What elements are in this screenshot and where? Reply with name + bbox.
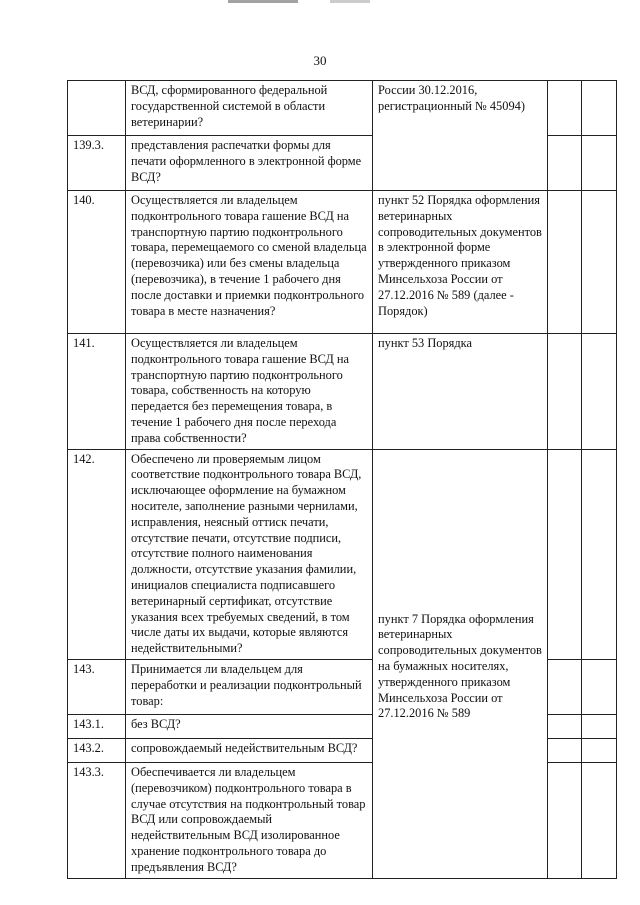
row-number: 141. (68, 334, 126, 450)
row-basis (373, 449, 548, 878)
row-question: сопровождаемый недействительным ВСД? (126, 738, 373, 762)
row-number: 142. (68, 449, 126, 659)
answer-cell (582, 714, 617, 738)
row-basis: пункт 53 Порядка (373, 334, 548, 450)
row-question: Обеспечивается ли владельцем (перевозчиком) подконтрольного товара в случае отсутствия на подконтрольный товар ВСД или сопровождаемый недействительным ВСД изолированное хранение подконтрольного товара до предъявления ВСД? (126, 762, 373, 878)
row-number: 143. (68, 659, 126, 714)
row-number: 143.3. (68, 762, 126, 878)
basis-reference: пункт 7 Порядка оформления ветеринарных сопроводительных документов на бумажных носителях, утвержденного приказом Минсельхоза России от 27.12.2016 № 589 (378, 611, 542, 721)
answer-cell (582, 191, 617, 334)
row-number: 143.1. (68, 714, 126, 738)
row-basis: России 30.12.2016, регистрационный № 45094) (373, 81, 548, 191)
answer-cell (582, 334, 617, 450)
answer-cell (582, 136, 617, 191)
row-question: Осуществляется ли владельцем подконтрольного товара гашение ВСД на транспортную партию подконтрольного товара, собственность на которую передается без перемещения товара, в течение 1 рабочего дня после перехода права собственности? (126, 334, 373, 450)
answer-cell (582, 738, 617, 762)
answer-cell (548, 191, 582, 334)
table-row (68, 334, 617, 450)
answer-cell (548, 762, 582, 878)
row-question: Осуществляется ли владельцем подконтрольного товара гашение ВСД на транспортную партию подконтрольного товара, перемещаемого со сменой владельца (перевозчика) или без смены владельца (перевозчика), в течение 1 рабочего дня после доставки и приемки подконтрольного товара в месте назначения? (126, 191, 373, 334)
row-number: 143.2. (68, 738, 126, 762)
answer-cell (548, 136, 582, 191)
scan-artifact (228, 0, 298, 3)
answer-cell (548, 449, 582, 659)
table-row (68, 191, 617, 334)
answer-cell (582, 659, 617, 714)
row-question: представления распечатки формы для печати оформленного в электронной форме ВСД? (126, 136, 373, 191)
table-row (68, 449, 617, 659)
answer-cell (548, 738, 582, 762)
row-question: без ВСД? (126, 714, 373, 738)
answer-cell (582, 81, 617, 136)
requirements-table (67, 80, 617, 879)
row-question: Обеспечено ли проверяемым лицом соответствие подконтрольного товара ВСД, исключающее оформление на бумажном носителе, заполнение разными чернилами, исправления, неясный оттиск печати, отсутствие печати, отсутствие подписи, отсутствие полного наименования должности, отсутствие указания фамилии, инициалов специалиста подписавшего ветеринарный сертификат, отсутствие указания всех требуемых сведений, в том числе даты их выдачи, которые являются недействительными? (126, 449, 373, 659)
answer-cell (582, 762, 617, 878)
table-row (68, 81, 617, 136)
row-number: 139.3. (68, 136, 126, 191)
answer-cell (548, 81, 582, 136)
answer-cell (548, 334, 582, 450)
scan-artifact (330, 0, 370, 3)
answer-cell (548, 659, 582, 714)
row-question: ВСД, сформированного федеральной государственной системой в области ветеринарии? (126, 81, 373, 136)
answer-cell (548, 714, 582, 738)
page-number: 30 (313, 53, 327, 68)
row-number: 140. (68, 191, 126, 334)
row-basis: пункт 52 Порядка оформления ветеринарных сопроводительных документов в электронной форме утвержденного приказом Минсельхоза России от 27.12.2016 № 589 (далее - Порядок) (373, 191, 548, 334)
answer-cell (582, 449, 617, 659)
row-number (68, 81, 126, 136)
row-question: Принимается ли владельцем для переработки и реализации подконтрольный товар: (126, 659, 373, 714)
